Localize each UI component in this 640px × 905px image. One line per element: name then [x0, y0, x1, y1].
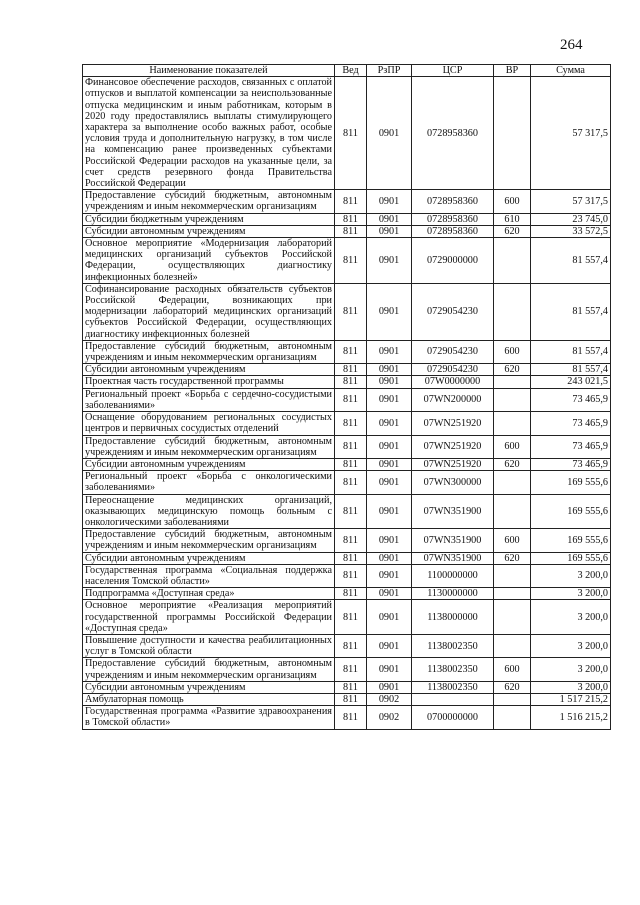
cell-sum: 73 465,9 — [531, 412, 611, 435]
cell-name: Основное мероприятие «Модернизация лабораторий медицинских организаций субъектов Российской Федерации, осуществляющих диагностику инфекционных болезней» — [83, 238, 335, 284]
cell-ved: 811 — [335, 529, 367, 552]
cell-vr — [494, 376, 531, 388]
header-vr: ВР — [494, 65, 531, 77]
cell-ved: 811 — [335, 634, 367, 657]
cell-name: Основное мероприятие «Реализация мероприятий государственной программы Российской Федерации «Доступная среда» — [83, 600, 335, 635]
cell-vr: 620 — [494, 225, 531, 237]
cell-ved: 811 — [335, 435, 367, 458]
cell-sum: 3 200,0 — [531, 588, 611, 600]
cell-name: Государственная программа «Развитие здравоохранения в Томской области» — [83, 706, 335, 729]
cell-name: Предоставление субсидий бюджетным, автономным учреждениям и иным некоммерческим организациям — [83, 658, 335, 681]
cell-csr: 07WN251920 — [412, 435, 494, 458]
cell-vr: 600 — [494, 340, 531, 363]
cell-sum: 81 557,4 — [531, 283, 611, 340]
cell-rzpr: 0901 — [367, 529, 412, 552]
cell-rzpr: 0901 — [367, 388, 412, 411]
table-row — [83, 588, 611, 600]
cell-name: Проектная часть государственной программы — [83, 376, 335, 388]
cell-vr — [494, 471, 531, 494]
cell-name: Переоснащение медицинских организаций, оказывающих медицинскую помощь больным с онкологическими заболеваниями — [83, 494, 335, 529]
cell-ved: 811 — [335, 693, 367, 705]
cell-rzpr: 0901 — [367, 376, 412, 388]
cell-csr: 0700000000 — [412, 706, 494, 729]
cell-name: Предоставление субсидий бюджетным, автономным учреждениям и иным некоммерческим организациям — [83, 190, 335, 213]
cell-csr: 0728958360 — [412, 77, 494, 190]
header-csr: ЦСР — [412, 65, 494, 77]
cell-name: Региональный проект «Борьба с онкологическими заболеваниями» — [83, 471, 335, 494]
cell-vr — [494, 388, 531, 411]
cell-vr: 600 — [494, 435, 531, 458]
cell-ved: 811 — [335, 471, 367, 494]
cell-rzpr: 0901 — [367, 340, 412, 363]
cell-name: Софинансирование расходных обязательств субъектов Российской Федерации, возникающих при модернизации лабораторий медицинских организаций субъектов Российской Федерации, осуществляющих диагностику инфекционных болезней — [83, 283, 335, 340]
cell-ved: 811 — [335, 588, 367, 600]
cell-rzpr: 0901 — [367, 225, 412, 237]
cell-vr: 620 — [494, 364, 531, 376]
cell-ved: 811 — [335, 283, 367, 340]
header-sum: Сумма — [531, 65, 611, 77]
cell-csr: 07WN351900 — [412, 529, 494, 552]
cell-name: Предоставление субсидий бюджетным, автономным учреждениям и иным некоммерческим организациям — [83, 340, 335, 363]
table-row — [83, 552, 611, 564]
cell-vr: 600 — [494, 529, 531, 552]
cell-csr: 1138002350 — [412, 634, 494, 657]
cell-sum: 1 517 215,2 — [531, 693, 611, 705]
cell-rzpr: 0901 — [367, 435, 412, 458]
header-rzpr: РзПР — [367, 65, 412, 77]
cell-sum: 3 200,0 — [531, 634, 611, 657]
cell-rzpr: 0902 — [367, 706, 412, 729]
cell-rzpr: 0901 — [367, 552, 412, 564]
table-row — [83, 412, 611, 435]
cell-vr — [494, 693, 531, 705]
table-row — [83, 283, 611, 340]
cell-vr: 620 — [494, 458, 531, 470]
cell-ved: 811 — [335, 388, 367, 411]
cell-rzpr: 0901 — [367, 658, 412, 681]
cell-rzpr: 0901 — [367, 238, 412, 284]
cell-rzpr: 0901 — [367, 283, 412, 340]
cell-rzpr: 0901 — [367, 458, 412, 470]
cell-ved: 811 — [335, 458, 367, 470]
cell-csr: 07W0000000 — [412, 376, 494, 388]
cell-ved: 811 — [335, 376, 367, 388]
cell-name: Субсидии автономным учреждениям — [83, 681, 335, 693]
header-ved: Вед — [335, 65, 367, 77]
cell-csr — [412, 693, 494, 705]
cell-ved: 811 — [335, 600, 367, 635]
cell-rzpr: 0901 — [367, 364, 412, 376]
cell-ved: 811 — [335, 77, 367, 190]
cell-sum: 3 200,0 — [531, 600, 611, 635]
cell-rzpr: 0901 — [367, 564, 412, 587]
cell-rzpr: 0901 — [367, 471, 412, 494]
table-row — [83, 376, 611, 388]
table-row — [83, 658, 611, 681]
cell-sum: 1 516 215,2 — [531, 706, 611, 729]
cell-vr — [494, 283, 531, 340]
cell-vr — [494, 564, 531, 587]
cell-name: Субсидии автономным учреждениям — [83, 552, 335, 564]
cell-rzpr: 0901 — [367, 213, 412, 225]
cell-vr: 620 — [494, 552, 531, 564]
table-row — [83, 190, 611, 213]
cell-vr — [494, 706, 531, 729]
cell-ved: 811 — [335, 225, 367, 237]
cell-sum: 3 200,0 — [531, 564, 611, 587]
cell-sum: 81 557,4 — [531, 238, 611, 284]
cell-name: Субсидии бюджетным учреждениям — [83, 213, 335, 225]
cell-vr — [494, 238, 531, 284]
cell-rzpr: 0901 — [367, 634, 412, 657]
cell-rzpr: 0901 — [367, 494, 412, 529]
table-row — [83, 458, 611, 470]
cell-csr: 1138000000 — [412, 600, 494, 635]
cell-sum: 57 317,5 — [531, 77, 611, 190]
cell-sum: 169 555,6 — [531, 529, 611, 552]
cell-ved: 811 — [335, 238, 367, 284]
cell-csr: 1100000000 — [412, 564, 494, 587]
cell-csr: 0729054230 — [412, 364, 494, 376]
table-row — [83, 77, 611, 190]
cell-sum: 243 021,5 — [531, 376, 611, 388]
cell-name: Предоставление субсидий бюджетным, автономным учреждениям и иным некоммерческим организациям — [83, 529, 335, 552]
cell-name: Предоставление субсидий бюджетным, автономным учреждениям и иным некоммерческим организациям — [83, 435, 335, 458]
cell-name: Финансовое обеспечение расходов, связанных с оплатой отпусков и выплатой компенсации за неиспользованные отпуска медицинским и иным работникам, которым в 2020 году предоставлялись выплаты стимулирующего характера за выполнение особо важных работ, особые условия труда и дополнительную нагрузку, в том числе на компенсацию ранее произведенных субъектами Российской Федерации расходов на указанные цели, за счет средств резервного фонда Правительства Российской Федерации — [83, 77, 335, 190]
cell-sum: 3 200,0 — [531, 658, 611, 681]
cell-rzpr: 0901 — [367, 588, 412, 600]
cell-csr: 07WN351900 — [412, 552, 494, 564]
cell-ved: 811 — [335, 494, 367, 529]
table-row — [83, 213, 611, 225]
cell-ved: 811 — [335, 552, 367, 564]
cell-sum: 23 745,0 — [531, 213, 611, 225]
cell-csr: 0729054230 — [412, 340, 494, 363]
table-row — [83, 364, 611, 376]
table-row — [83, 634, 611, 657]
table-row — [83, 388, 611, 411]
table-row — [83, 471, 611, 494]
cell-csr: 07WN351900 — [412, 494, 494, 529]
cell-ved: 811 — [335, 412, 367, 435]
cell-sum: 81 557,4 — [531, 340, 611, 363]
cell-ved: 811 — [335, 681, 367, 693]
table-header-row — [83, 65, 611, 77]
cell-vr — [494, 634, 531, 657]
cell-rzpr: 0901 — [367, 600, 412, 635]
table-row — [83, 340, 611, 363]
cell-rzpr: 0901 — [367, 681, 412, 693]
cell-ved: 811 — [335, 364, 367, 376]
cell-name: Субсидии автономным учреждениям — [83, 458, 335, 470]
cell-csr: 07WN200000 — [412, 388, 494, 411]
table-row — [83, 238, 611, 284]
page-number: 264 — [560, 37, 583, 53]
cell-vr: 620 — [494, 681, 531, 693]
cell-vr — [494, 412, 531, 435]
cell-ved: 811 — [335, 190, 367, 213]
table-row — [83, 564, 611, 587]
cell-name: Повышение доступности и качества реабилитационных услуг в Томской области — [83, 634, 335, 657]
cell-vr — [494, 600, 531, 635]
cell-sum: 3 200,0 — [531, 681, 611, 693]
cell-vr: 610 — [494, 213, 531, 225]
cell-ved: 811 — [335, 340, 367, 363]
cell-csr: 07WN251920 — [412, 412, 494, 435]
cell-name: Региональный проект «Борьба с сердечно-сосудистыми заболеваниями» — [83, 388, 335, 411]
table-row — [83, 681, 611, 693]
cell-ved: 811 — [335, 213, 367, 225]
cell-csr: 07WN251920 — [412, 458, 494, 470]
cell-sum: 73 465,9 — [531, 435, 611, 458]
cell-sum: 73 465,9 — [531, 388, 611, 411]
cell-csr: 0728958360 — [412, 213, 494, 225]
cell-name: Оснащение оборудованием региональных сосудистых центров и первичных сосудистых отделений — [83, 412, 335, 435]
cell-vr: 600 — [494, 190, 531, 213]
table-row — [83, 529, 611, 552]
table-row — [83, 435, 611, 458]
cell-sum: 81 557,4 — [531, 364, 611, 376]
cell-rzpr: 0902 — [367, 693, 412, 705]
cell-name: Субсидии автономным учреждениям — [83, 225, 335, 237]
cell-rzpr: 0901 — [367, 77, 412, 190]
cell-sum: 169 555,6 — [531, 552, 611, 564]
cell-ved: 811 — [335, 564, 367, 587]
cell-csr: 0729000000 — [412, 238, 494, 284]
cell-sum: 169 555,6 — [531, 494, 611, 529]
cell-ved: 811 — [335, 706, 367, 729]
cell-sum: 169 555,6 — [531, 471, 611, 494]
table-row — [83, 600, 611, 635]
table-row — [83, 225, 611, 237]
cell-name: Субсидии автономным учреждениям — [83, 364, 335, 376]
cell-csr: 0729054230 — [412, 283, 494, 340]
cell-csr: 07WN300000 — [412, 471, 494, 494]
table-row — [83, 693, 611, 705]
cell-sum: 73 465,9 — [531, 458, 611, 470]
cell-vr — [494, 588, 531, 600]
cell-name: Государственная программа «Социальная поддержка населения Томской области» — [83, 564, 335, 587]
cell-sum: 57 317,5 — [531, 190, 611, 213]
cell-vr — [494, 77, 531, 190]
table-row — [83, 494, 611, 529]
cell-csr: 0728958360 — [412, 190, 494, 213]
cell-csr: 1130000000 — [412, 588, 494, 600]
cell-csr: 1138002350 — [412, 658, 494, 681]
cell-sum: 33 572,5 — [531, 225, 611, 237]
cell-vr — [494, 494, 531, 529]
header-name: Наименование показателей — [83, 65, 335, 77]
cell-name: Амбулаторная помощь — [83, 693, 335, 705]
cell-name: Подпрограмма «Доступная среда» — [83, 588, 335, 600]
budget-table — [82, 64, 611, 730]
table-body — [83, 77, 611, 729]
cell-csr: 1138002350 — [412, 681, 494, 693]
cell-rzpr: 0901 — [367, 412, 412, 435]
cell-rzpr: 0901 — [367, 190, 412, 213]
table-row — [83, 706, 611, 729]
cell-csr: 0728958360 — [412, 225, 494, 237]
cell-vr: 600 — [494, 658, 531, 681]
cell-ved: 811 — [335, 658, 367, 681]
